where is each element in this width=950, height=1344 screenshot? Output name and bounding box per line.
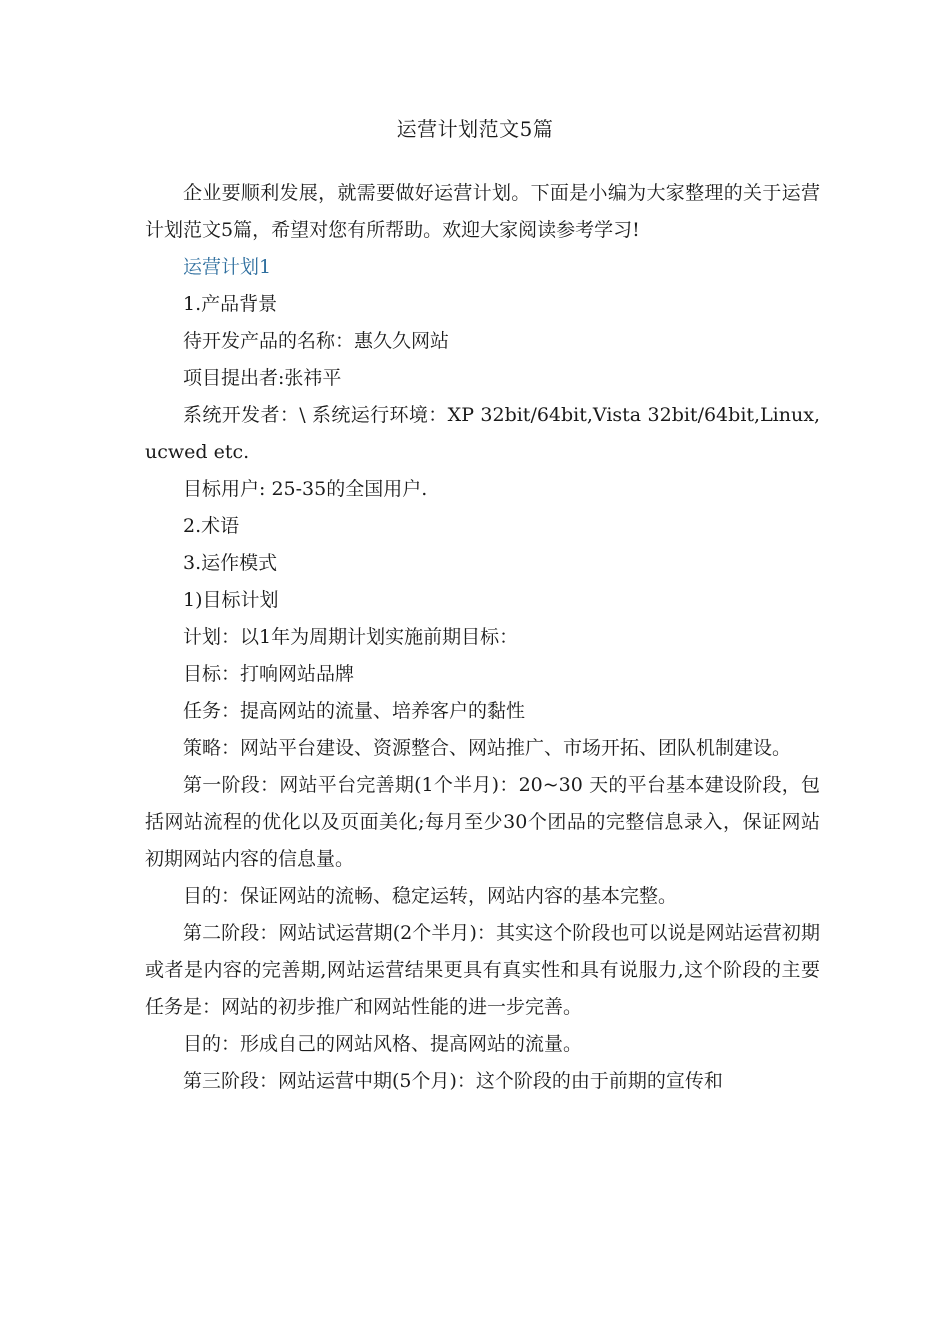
goal-line: 目标：打响网站品牌 [183,663,355,685]
phase-three: 第三阶段：网站运营中期(5个月)：这个阶段的由于前期的宣传和 [183,1070,723,1092]
phase-two-purpose: 目的：形成自己的网站风格、提高网站的流量。 [183,1033,583,1055]
strategy-line: 策略：网站平台建设、资源整合、网站推广、市场开拓、团队机制建设。 [183,737,792,759]
target-plan: 1)目标计划 [183,589,279,611]
document-title: 运营计划范文5篇 [396,117,554,141]
plan-line: 计划：以1年为周期计划实施前期目标： [183,626,519,648]
phase-one-purpose: 目的：保证网站的流畅、稳定运转，网站内容的基本完整。 [183,885,678,907]
terminology: 2.术语 [183,515,240,537]
document-body [145,175,820,1100]
product-background: 1.产品背景 [183,293,278,315]
system-environment: 系统开发者：\ 系统运行环境：XP 32bit/64bit,Vista 32bit/64bit,Linux,ucwed etc. [145,404,820,463]
operation-mode: 3.运作模式 [183,552,278,574]
product-name: 待开发产品的名称：惠久久网站 [183,330,450,352]
task-line: 任务：提高网站的流量、培养客户的黏性 [183,700,526,722]
phase-one: 第一阶段：网站平台完善期(1个半月)：20~30 天的平台基本建设阶段，包括网站流程的优化以及页面美化;每月至少30个团品的完整信息录入，保证网站初期网站内容的信息量。 [145,774,820,870]
phase-two: 第二阶段：网站试运营期(2个半月)：其实这个阶段也可以说是网站运营初期或者是内容的完善期,网站运营结果更具有真实性和具有说服力,这个阶段的主要任务是：网站的初步推广和网站性能的进一步完善。 [145,922,820,1018]
target-users: 目标用户: 25-35的全国用户. [183,478,428,500]
intro-paragraph: 企业要顺利发展，就需要做好运营计划。下面是小编为大家整理的关于运营计划范文5篇，希望对您有所帮助。欢迎大家阅读参考学习! [145,182,820,241]
project-proposer: 项目提出者:张祎平 [183,367,342,389]
section-heading: 运营计划1 [183,256,272,278]
